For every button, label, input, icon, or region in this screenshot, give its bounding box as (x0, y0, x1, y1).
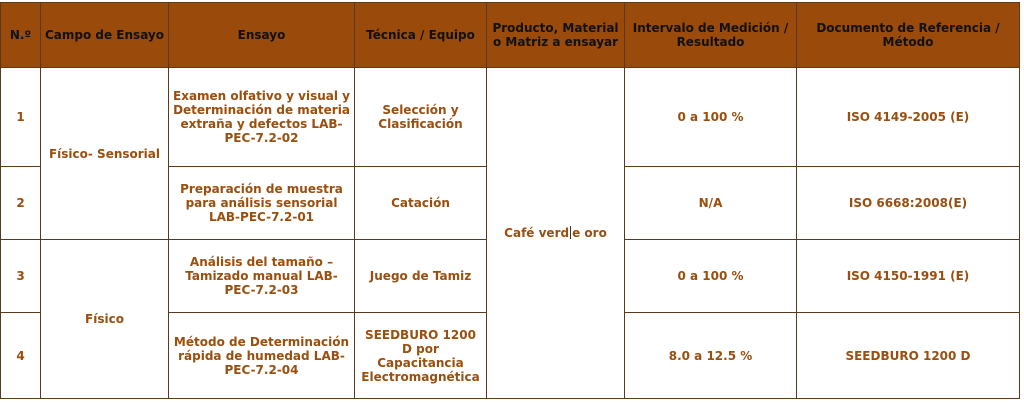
producto-text-start: Café verd (504, 226, 570, 240)
header-documento: Documento de Referencia / Método (797, 3, 1020, 68)
ensayo-cell: Método de Determinación rápida de humedad LAB-PEC-7.2-04 (169, 313, 355, 399)
intervalo-cell: N/A (625, 167, 797, 240)
ensayo-cell: Preparación de muestra para análisis sensorial LAB-PEC-7.2-01 (169, 167, 355, 240)
tecnica-cell: Juego de Tamiz (355, 240, 487, 313)
tecnica-cell: SEEDBURO 1200 D por Capacitancia Electromagnética (355, 313, 487, 399)
row-number: 4 (1, 313, 41, 399)
intervalo-cell: 8.0 a 12.5 % (625, 313, 797, 399)
producto-cell[interactable] (487, 68, 625, 399)
row-number: 2 (1, 167, 41, 240)
tecnica-cell: Selección y Clasificación (355, 68, 487, 167)
header-ensayo: Ensayo (169, 3, 355, 68)
documento-cell: ISO 4150-1991 (E) (797, 240, 1020, 313)
campo-fisico: Físico (41, 240, 169, 399)
row-number: 1 (1, 68, 41, 167)
text-cursor (570, 226, 571, 239)
header-tecnica: Técnica / Equipo (355, 3, 487, 68)
producto-text-end: e oro (572, 226, 607, 240)
documento-cell: ISO 6668:2008(E) (797, 167, 1020, 240)
accreditation-scope-table (0, 2, 1020, 399)
header-campo: Campo de Ensayo (41, 3, 169, 68)
intervalo-cell: 0 a 100 % (625, 68, 797, 167)
ensayo-cell: Análisis del tamaño – Tamizado manual LAB-PEC-7.2-03 (169, 240, 355, 313)
ensayo-cell: Examen olfativo y visual y Determinación de materia extraña y defectos LAB-PEC-7.2-02 (169, 68, 355, 167)
row-number: 3 (1, 240, 41, 313)
documento-cell: ISO 4149-2005 (E) (797, 68, 1020, 167)
header-row (1, 3, 1020, 68)
documento-cell: SEEDBURO 1200 D (797, 313, 1020, 399)
header-num: N.º (1, 3, 41, 68)
header-producto: Producto, Material o Matriz a ensayar (487, 3, 625, 68)
header-intervalo: Intervalo de Medición / Resultado (625, 3, 797, 68)
table-row (1, 68, 1020, 167)
campo-fisico-sensorial: Físico- Sensorial (41, 68, 169, 240)
tecnica-cell: Catación (355, 167, 487, 240)
intervalo-cell: 0 a 100 % (625, 240, 797, 313)
